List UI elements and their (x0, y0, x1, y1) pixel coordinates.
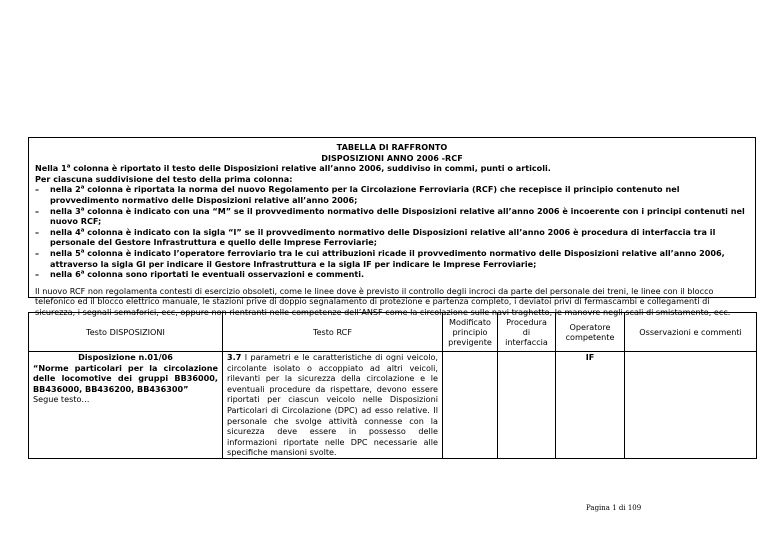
column-description-list (35, 184, 749, 279)
cell-operatore: IF (556, 352, 625, 459)
intro-first-column-line: Nella 1$^a$ colonna è riportato il testo delle Disposizioni relative all’anno 2006, suddiviso in commi, punti o articoli. (35, 163, 551, 174)
header-modificato-principio: Modificato principio previgente (443, 313, 498, 352)
header-testo-rcf: Testo RCF (223, 313, 443, 352)
rcf-reference: 3.7 (227, 352, 242, 362)
intro-box (28, 137, 756, 317)
disposizione-continued: Segue testo… (33, 394, 90, 405)
document-subtitle: DISPOSIZIONI ANNO 2006 -RCF (321, 152, 463, 163)
disposizione-number: Disposizione n.01/06 (78, 352, 173, 362)
cell-osservazioni (625, 352, 757, 459)
scope-note: Il nuovo RCF non regolamenta contesti di esercizio obsoleti, come le linee dove è previsto il controllo degli incroci da parte del personale dei treni, le linee con il blocco telefonico ed il blocco elettrico manuale, le stazioni prive di doppio segnalamento di protezione e partenza completo, i deviatoi privi di fermascambi e collegamenti di sicurezza, i segnali semaforici, ecc, oppure non rientranti nelle competenze dell’ANSF come la circolazione sulle navi traghetto, le manovre negli scali di smistamento, ecc. (35, 285, 731, 317)
cell-modificato (443, 352, 498, 459)
intro-lead-line: Per ciascuna suddivisione del testo della prima colonna: (35, 173, 293, 184)
header-osservazioni: Osservazioni e commenti (625, 313, 757, 352)
list-item: – nella 5$^a$ colonna è indicato l’operatore ferroviario tra le cui attribuzioni ricade il provvedimento normativo delle Disposizioni relative all’anno 2006, attraverso la sigla GI per indicare il Gestore Infrastruttura e la sigla IF per indicare le Imprese Ferroviarie; (35, 248, 749, 269)
table-row (29, 352, 757, 459)
rcf-text: I parametri e le caratteristiche di ogni veicolo, circolante isolato o accoppiato ad altri veicoli, rilevanti per la sicurezza della circolazione e le eventuali procedure da rispettare, devono essere riportati per ciascun veicolo nelle Disposizioni Particolari di Circolazione (DPC) ad esso relative. Il personale che svolge attività connesse con la sicurezza deve essere in possesso delle informazioni riportate nelle DPC necessarie alle specifiche mansioni svolte. (227, 352, 438, 458)
disposizione-title: “Norme particolari per la circolazione delle locomotive dei gruppi BB36000, BB436000, BB436200, BB436300” (33, 362, 218, 394)
document-title: TABELLA DI RAFFRONTO (336, 142, 448, 152)
list-item: – nella 6$^a$ colonna sono riportati le eventuali osservazioni e commenti. (35, 269, 749, 280)
header-testo-disposizioni: Testo DISPOSIZIONI (29, 313, 223, 352)
list-item: – nella 3$^a$ colonna è indicato con una “M” se il provvedimento normativo delle Disposizioni relative all’anno 2006 è incoerente con i principi contenuti nel nuovo RCF; (35, 206, 749, 227)
list-item: – nella 4$^a$ colonna è indicato con la sigla “I” se il provvedimento normativo delle Disposizioni relative all’anno 2006 è procedura di interfaccia tra il personale del Gestore Infrastruttura e quello delle Imprese Ferroviarie; (35, 227, 749, 248)
cell-disposizione (29, 352, 223, 459)
cell-procedura (498, 352, 556, 459)
header-procedura-interfaccia: Procedura di interfaccia (498, 313, 556, 352)
list-item: – nella 2$^a$ colonna è riportata la norma del nuovo Regolamento per la Circolazione Ferroviaria (RCF) che recepisce il principio contenuto nel provvedimento normativo delle Disposizioni relative all’anno 2006; (35, 184, 749, 205)
table-header-row (29, 313, 757, 352)
page-number: Pagina 1 di 109 (586, 504, 642, 512)
header-operatore-competente: Operatore competente (556, 313, 625, 352)
cell-rcf (223, 352, 443, 459)
comparison-table (28, 312, 757, 459)
